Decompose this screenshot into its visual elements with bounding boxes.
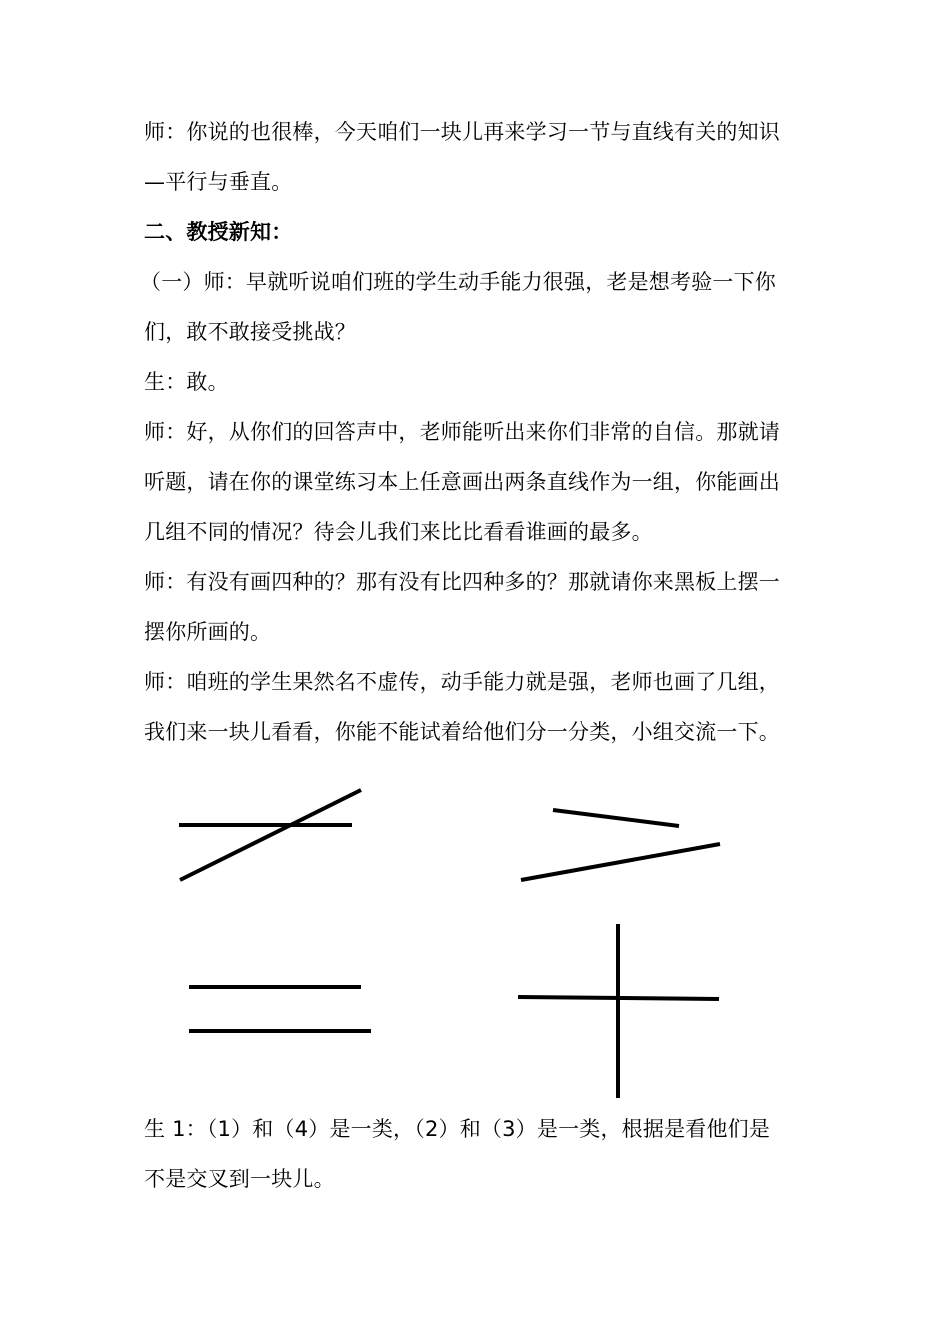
- paragraph-line: 摆你所画的。: [144, 620, 272, 644]
- paragraph-line: 不是交叉到一块儿。: [144, 1167, 335, 1191]
- group-parallel-lines: [189, 987, 371, 1031]
- paragraph-line: 师：好，从你们的回答声中，老师能听出来你们非常的自信。那就请: [144, 420, 780, 444]
- group-non-parallel-lines: [521, 810, 720, 880]
- paragraph-line: 师：咱班的学生果然名不虚传，动手能力就是强，老师也画了几组，: [144, 670, 780, 694]
- paragraph-line: 们，敢不敢接受挑战？: [144, 320, 356, 344]
- diagonal-line: [180, 790, 361, 880]
- short-slanted-line: [553, 810, 679, 826]
- section-heading: 二、教授新知：: [144, 220, 293, 244]
- group-intersecting-lines: [179, 790, 361, 880]
- line-groups-figure: [0, 770, 950, 1110]
- long-slanted-line: [521, 844, 720, 880]
- paragraph-line: 生：敢。: [144, 370, 229, 394]
- paragraph-line: —平行与垂直。: [144, 170, 293, 194]
- paragraph-line: 听题，请在你的课堂练习本上任意画出两条直线作为一组，你能画出: [144, 470, 780, 494]
- paragraph-line: （一）师：早就听说咱们班的学生动手能力很强，老是想考验一下你: [140, 270, 776, 294]
- paragraph-line: 我们来一块儿看看，你能不能试着给他们分一分类，小组交流一下。: [144, 720, 780, 744]
- paragraph-line: 师：你说的也很棒，今天咱们一块儿再来学习一节与直线有关的知识: [144, 120, 780, 144]
- paragraph-line: 师：有没有画四种的？那有没有比四种多的？那就请你来黑板上摆一: [144, 570, 780, 594]
- paragraph-line: 几组不同的情况？待会儿我们来比比看看谁画的最多。: [144, 520, 653, 544]
- group-perpendicular-lines: [518, 924, 719, 1098]
- paragraph-line: 生 1：（1）和（4）是一类，（2）和（3）是一类，根据是看他们是: [144, 1117, 771, 1141]
